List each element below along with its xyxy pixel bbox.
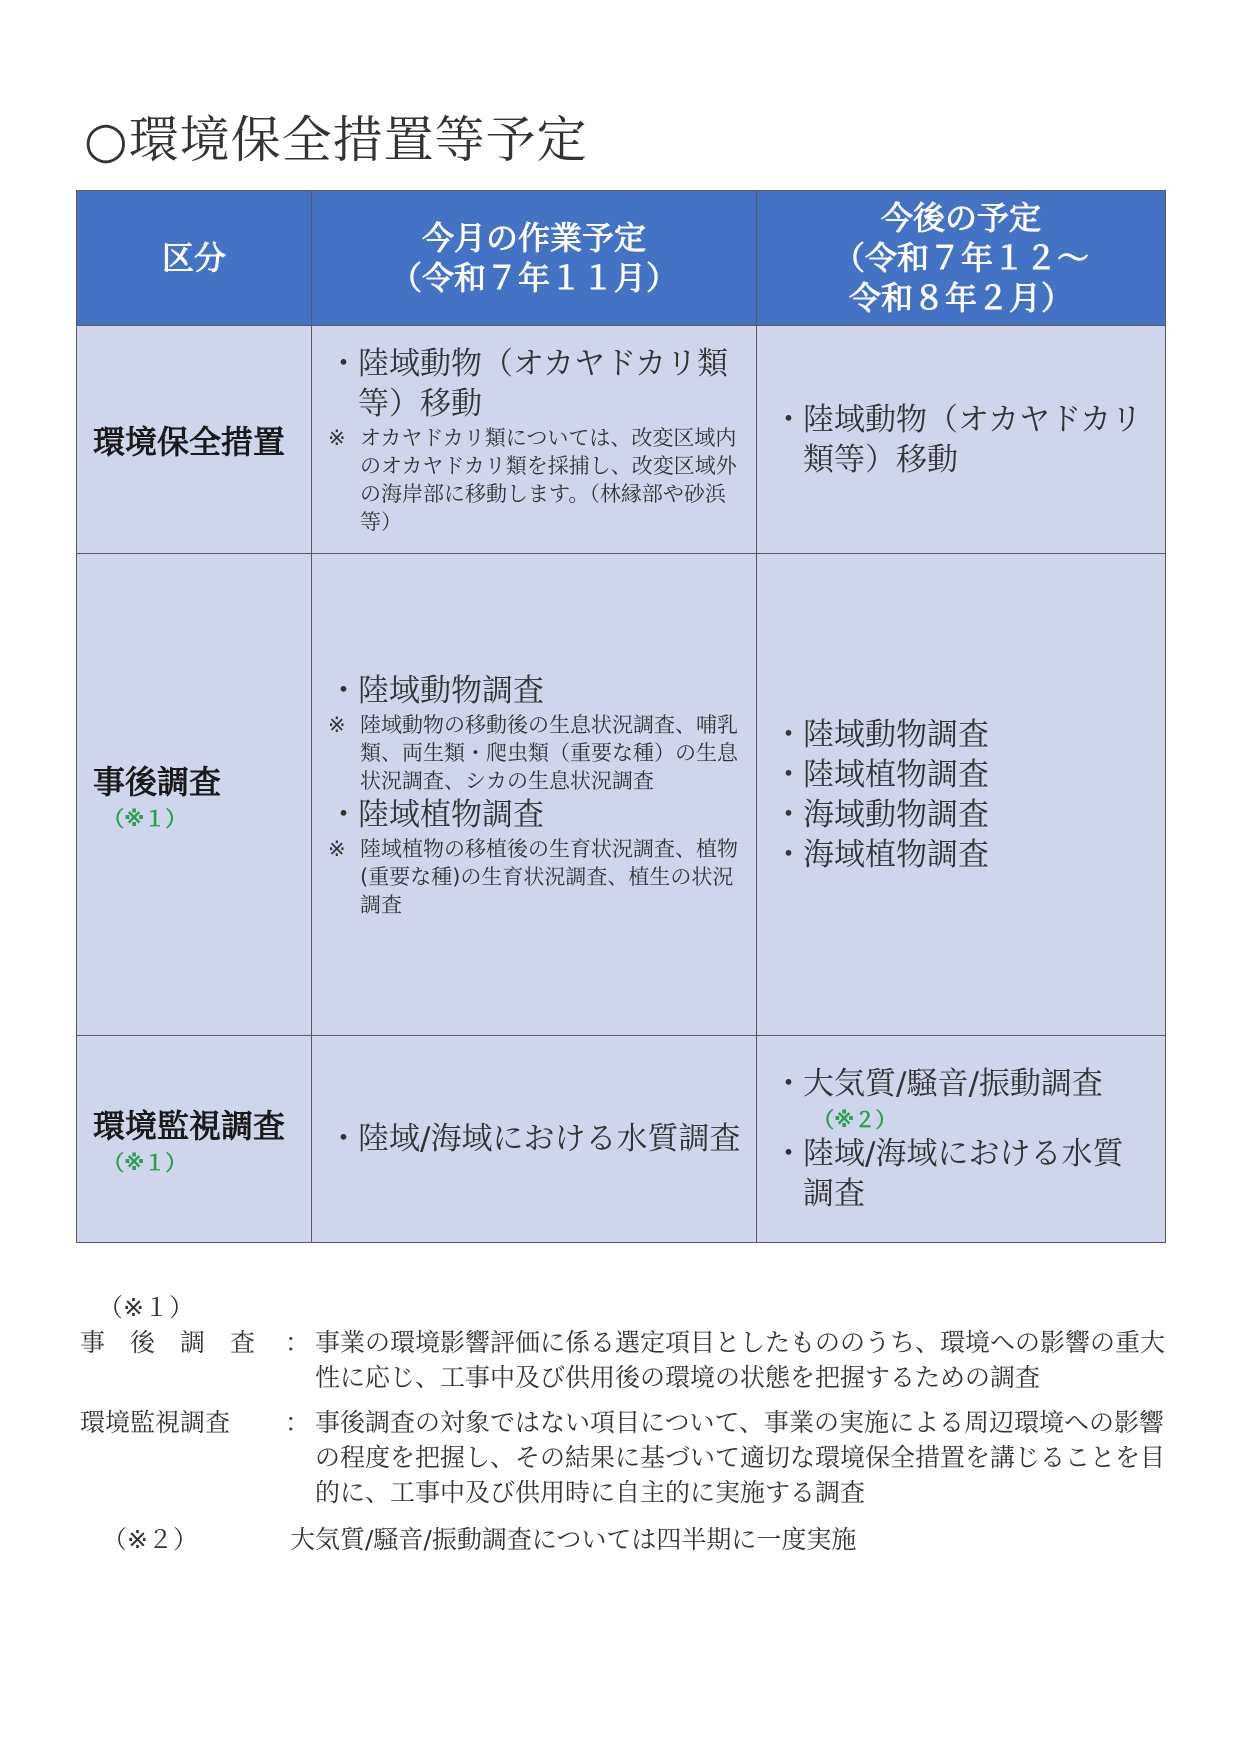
- row-conservation-this-month: [312, 326, 757, 554]
- footnote-monitoring: [80, 1405, 1170, 1510]
- footnote-post-survey: [80, 1325, 1170, 1395]
- note-text: ※ オカヤドカリ類については、改変区域内のオカヤドカリ類を採捕し、改変区域外の海岸部に移動します。（林縁部や砂浜等）: [328, 424, 742, 536]
- bullet-item: ・ 陸域動物（オカヤドカリ類等）移動: [328, 344, 742, 424]
- bullet-item: ・ 海域植物調査: [773, 835, 1151, 875]
- row-monitoring-label: [77, 1036, 312, 1243]
- bullet-item: ・ 陸域植物調査: [773, 755, 1151, 795]
- row-post-survey-label-text: 事後調査: [93, 762, 222, 801]
- note-text: ※ 陸域植物の移植後の生育状況調査、植物(重要な種)の生育状況調査、植生の状況調査: [328, 835, 742, 919]
- schedule-table: [76, 190, 1166, 1243]
- bullet-item: ・ 陸域植物調査: [328, 795, 742, 835]
- footnote-2: [80, 1522, 1170, 1557]
- row-post-survey-this-month: [312, 554, 757, 1036]
- header-this-month: [312, 191, 757, 326]
- footnote-marker-2: （※２）: [102, 1525, 198, 1554]
- footnote-colon: ：: [285, 1328, 311, 1357]
- footnote-ref-2: （※２）: [813, 1108, 897, 1132]
- header-this-month-line1: 今月の作業予定: [421, 219, 646, 257]
- footnote-definition: 事後調査の対象ではない項目について、事業の実施による周辺環境への影響の程度を把握し、その結果に基づいて適切な環境保全措置を講じることを目的に、工事中及び供用時に自主的に実施する調査: [315, 1408, 1166, 1507]
- header-this-month-line2: （令和７年１１月）: [389, 259, 678, 297]
- footnote-ref-1: （※１）: [103, 806, 187, 831]
- footnote-marker-1: （※１）: [98, 1293, 194, 1322]
- row-post-survey-future: [757, 554, 1166, 1036]
- bullet-item: ・ 陸域動物調査: [328, 671, 742, 711]
- row-monitoring-label-text: 環境監視調査: [93, 1107, 286, 1145]
- bullet-item: ・ 陸域動物調査: [773, 715, 1151, 755]
- footnote-2-text: 大気質/騒音/振動調査については四半期に一度実施: [290, 1525, 857, 1554]
- row-monitoring-future: [757, 1036, 1166, 1243]
- row-conservation-future: [757, 326, 1166, 554]
- page-title: ○環境保全措置等予定: [84, 111, 588, 169]
- row-post-survey-label: [77, 554, 312, 1036]
- header-future-line1: 今後の予定: [880, 199, 1041, 237]
- bullet-item: ・ 海域動物調査: [773, 795, 1151, 835]
- bullet-item: ・ 大気質/騒音/振動調査: [773, 1064, 1151, 1104]
- footnote-definition: 事業の環境影響評価に係る選定項目としたもののうち、環境への影響の重大性に応じ、工事中及び供用後の環境の状態を把握するための調査: [315, 1328, 1166, 1392]
- row-conservation-label: 環境保全措置: [77, 326, 312, 554]
- header-future-line3: 令和８年２月）: [848, 279, 1073, 317]
- bullet-item: ・ 陸域/海域における水質調査: [773, 1134, 1151, 1214]
- row-post-survey: [77, 554, 1166, 1036]
- footnote-colon: ：: [285, 1408, 311, 1437]
- note-text: ※ 陸域動物の移動後の生息状況調査、哺乳類、両生類・爬虫類（重要な種）の生息状況調査、シカの生息状況調査: [328, 711, 742, 795]
- row-monitoring: [77, 1036, 1166, 1243]
- row-conservation: [77, 326, 1166, 554]
- header-future: [757, 191, 1166, 326]
- bullet-item: ・ 陸域動物（オカヤドカリ類等）移動: [773, 400, 1151, 480]
- header-category: 区分: [77, 191, 312, 326]
- footnote-term: 環境監視調査: [80, 1408, 231, 1437]
- header-future-line2: （令和７年１２～: [832, 239, 1089, 277]
- header-row: [77, 191, 1166, 326]
- footnote-ref-1: （※１）: [103, 1151, 187, 1175]
- bullet-item: ・ 陸域/海域における水質調査: [328, 1119, 742, 1159]
- footnotes: [80, 1290, 1170, 1557]
- footnote-term: 事 後 調 査: [80, 1328, 256, 1357]
- row-monitoring-this-month: [312, 1036, 757, 1243]
